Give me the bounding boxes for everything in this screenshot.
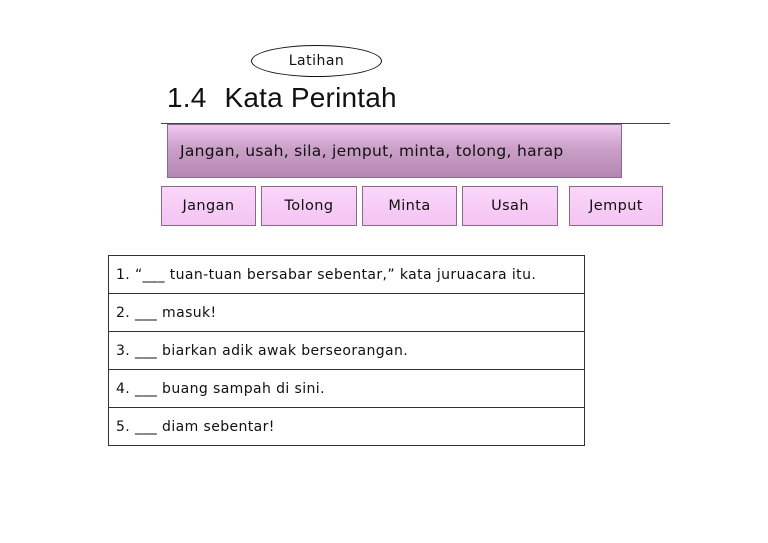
word-button-minta[interactable] (362, 186, 457, 226)
question-row (109, 408, 585, 446)
exercise-label-text: Latihan (288, 53, 345, 69)
word-button-label: Jangan (182, 198, 235, 214)
section-title: Kata Perintah (224, 82, 397, 113)
question-3[interactable]: 3. ___ biarkan adik awak berseorangan. (109, 332, 585, 370)
word-button-tolong[interactable] (261, 186, 357, 226)
question-row (109, 332, 585, 370)
word-button-label: Minta (388, 198, 431, 214)
exercise-label (251, 45, 382, 77)
word-button-label: Usah (491, 198, 529, 214)
page-title (167, 80, 397, 116)
question-5[interactable]: 5. ___ diam sebentar! (109, 408, 585, 446)
section-number: 1.4 (167, 82, 207, 113)
question-row (109, 370, 585, 408)
word-bank (167, 124, 622, 178)
question-4[interactable]: 4. ___ buang sampah di sini. (109, 370, 585, 408)
question-row (109, 256, 585, 294)
question-1[interactable]: 1. “___ tuan-tuan bersabar sebentar,” kata juruacara itu. (109, 256, 585, 294)
question-2[interactable]: 2. ___ masuk! (109, 294, 585, 332)
question-table (108, 255, 585, 446)
question-row (109, 294, 585, 332)
word-button-jangan[interactable] (161, 186, 256, 226)
word-button-usah[interactable] (462, 186, 558, 226)
word-button-label: Jemput (589, 198, 643, 214)
word-button-jemput[interactable] (569, 186, 663, 226)
word-button-label: Tolong (284, 198, 334, 214)
word-bank-text: Jangan, usah, sila, jemput, minta, tolong, harap (180, 142, 564, 160)
